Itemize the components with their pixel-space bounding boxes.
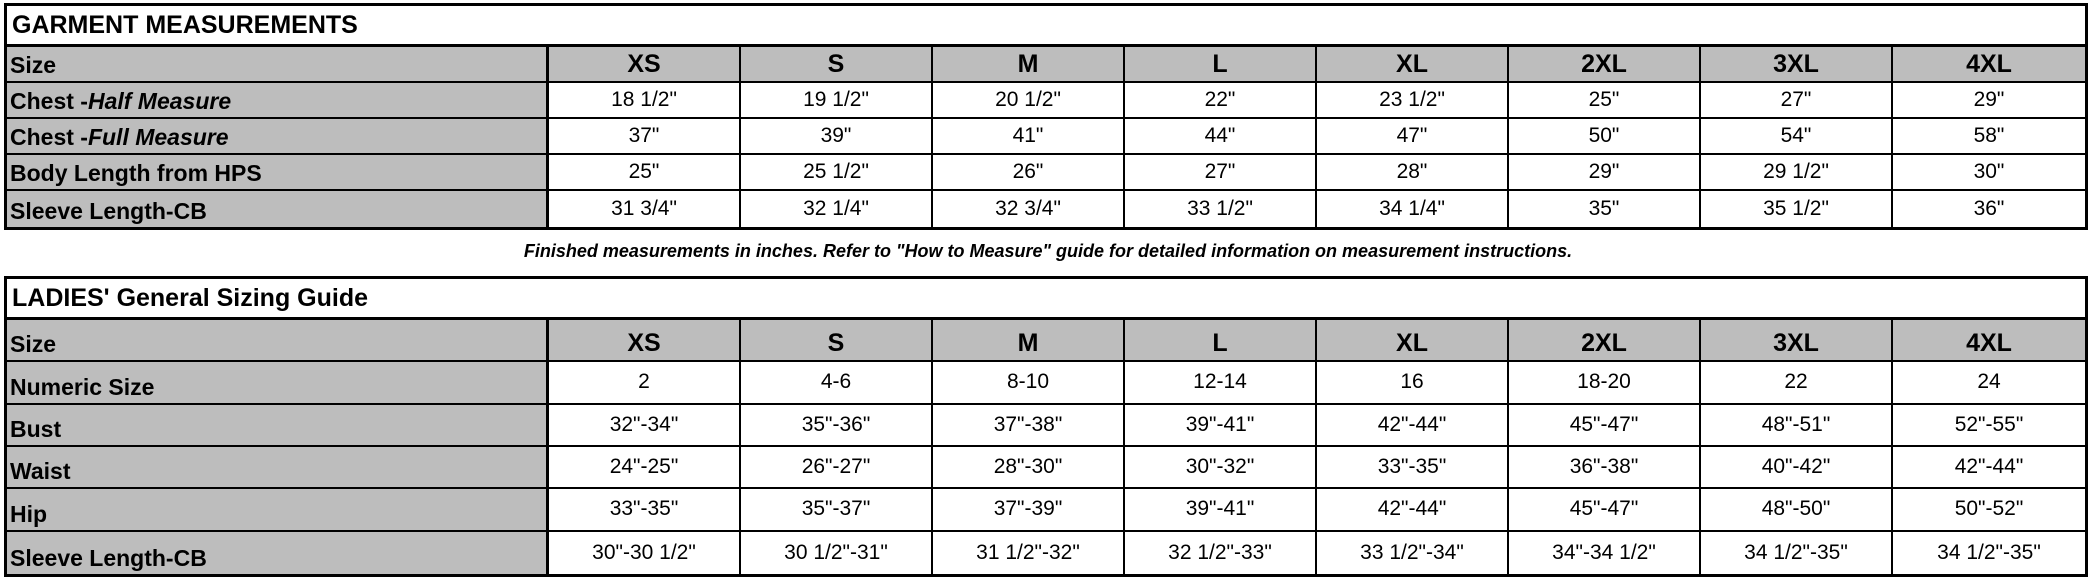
measurement-cell: 45"-47" xyxy=(1509,405,1701,447)
measurement-cell: 25" xyxy=(549,155,741,191)
measurement-cell: 30 1/2"-31" xyxy=(741,532,933,574)
size-header-s: S xyxy=(741,47,933,83)
measurement-cell: 29" xyxy=(1893,83,2085,119)
ladies-sizing-grid xyxy=(7,320,2085,574)
measurement-cell: 32"-34" xyxy=(549,405,741,447)
measurement-cell: 19 1/2" xyxy=(741,83,933,119)
row-label xyxy=(7,447,549,489)
row-label-text: Body Length from HPS xyxy=(10,160,262,186)
measurement-cell: 22" xyxy=(1125,83,1317,119)
measurement-cell: 41" xyxy=(933,119,1125,155)
garment-measurements-grid xyxy=(7,47,2085,227)
measurement-cell: 29" xyxy=(1509,155,1701,191)
measurement-cell: 45"-47" xyxy=(1509,489,1701,531)
measurement-cell: 31 3/4" xyxy=(549,191,741,227)
measurement-cell: 34 1/4" xyxy=(1317,191,1509,227)
row-label-text: Hip xyxy=(10,500,48,527)
measurement-cell: 27" xyxy=(1125,155,1317,191)
size-header-2xl: 2XL xyxy=(1509,47,1701,83)
measurement-cell: 50" xyxy=(1509,119,1701,155)
row-label-emphasis: Full Measure xyxy=(87,124,229,150)
measurement-cell: 33 1/2"-34" xyxy=(1317,532,1509,574)
size-header-xs: XS xyxy=(549,320,741,362)
ladies-sizing-table xyxy=(4,276,2088,577)
row-label xyxy=(7,405,549,447)
size-header-xl: XL xyxy=(1317,320,1509,362)
measurement-cell: 28" xyxy=(1317,155,1509,191)
measurement-cell: 29 1/2" xyxy=(1701,155,1893,191)
row-label-text: Chest - xyxy=(10,88,88,114)
measurement-cell: 25 1/2" xyxy=(741,155,933,191)
row-label-text: Numeric Size xyxy=(10,373,155,400)
measurement-cell: 35" xyxy=(1509,191,1701,227)
measurement-cell: 23 1/2" xyxy=(1317,83,1509,119)
size-header-2xl: 2XL xyxy=(1509,320,1701,362)
measurement-cell: 24 xyxy=(1893,362,2085,404)
row-label-text: Bust xyxy=(10,415,62,442)
measurement-cell: 18 1/2" xyxy=(549,83,741,119)
measurement-cell: 33"-35" xyxy=(549,489,741,531)
measurement-cell: 26"-27" xyxy=(741,447,933,489)
measurement-cell: 12-14 xyxy=(1125,362,1317,404)
measurement-cell: 54" xyxy=(1701,119,1893,155)
measurement-cell: 50"-52" xyxy=(1893,489,2085,531)
size-header-m: M xyxy=(933,47,1125,83)
size-header-3xl: 3XL xyxy=(1701,320,1893,362)
measurement-cell: 36"-38" xyxy=(1509,447,1701,489)
measurement-cell: 33 1/2" xyxy=(1125,191,1317,227)
row-label xyxy=(7,362,549,404)
measurement-cell: 48"-51" xyxy=(1701,405,1893,447)
measurement-cell: 26" xyxy=(933,155,1125,191)
row-label xyxy=(7,191,549,227)
size-header-l: L xyxy=(1125,47,1317,83)
measurement-cell: 58" xyxy=(1893,119,2085,155)
measurement-cell: 33"-35" xyxy=(1317,447,1509,489)
size-header-3xl: 3XL xyxy=(1701,47,1893,83)
measurement-cell: 44" xyxy=(1125,119,1317,155)
size-header-xl: XL xyxy=(1317,47,1509,83)
measurement-cell: 39"-41" xyxy=(1125,489,1317,531)
measurement-cell: 32 3/4" xyxy=(933,191,1125,227)
size-header-l: L xyxy=(1125,320,1317,362)
row-label xyxy=(7,532,549,574)
measurement-cell: 32 1/4" xyxy=(741,191,933,227)
measurement-cell: 39" xyxy=(741,119,933,155)
measurement-cell: 35 1/2" xyxy=(1701,191,1893,227)
measurement-cell: 34 1/2"-35" xyxy=(1701,532,1893,574)
measurement-cell: 22 xyxy=(1701,362,1893,404)
measurement-cell: 32 1/2"-33" xyxy=(1125,532,1317,574)
row-label xyxy=(7,119,549,155)
measurement-cell: 24"-25" xyxy=(549,447,741,489)
garment-measurements-table xyxy=(4,3,2088,230)
row-label xyxy=(7,83,549,119)
measurement-cell: 37"-39" xyxy=(933,489,1125,531)
garment-measurements-title: GARMENT MEASUREMENTS xyxy=(7,6,2085,47)
measurement-cell: 37"-38" xyxy=(933,405,1125,447)
measurement-cell: 25" xyxy=(1509,83,1701,119)
measurement-note: Finished measurements in inches. Refer to "How to Measure" guide for detailed information on measurement instructions. xyxy=(523,241,1573,261)
measurement-cell: 35"-37" xyxy=(741,489,933,531)
measurement-cell: 42"-44" xyxy=(1317,489,1509,531)
size-header-label: Size xyxy=(7,320,549,362)
row-label-text: Waist xyxy=(10,458,71,485)
row-label xyxy=(7,489,549,531)
measurement-cell: 52"-55" xyxy=(1893,405,2085,447)
size-header-4xl: 4XL xyxy=(1893,47,2085,83)
measurement-cell: 30" xyxy=(1893,155,2085,191)
size-header-4xl: 4XL xyxy=(1893,320,2085,362)
measurement-cell: 18-20 xyxy=(1509,362,1701,404)
measurement-cell: 40"-42" xyxy=(1701,447,1893,489)
measurement-cell: 28"-30" xyxy=(933,447,1125,489)
measurement-cell: 42"-44" xyxy=(1317,405,1509,447)
size-header-s: S xyxy=(741,320,933,362)
row-label-text: Sleeve Length-CB xyxy=(10,198,207,224)
measurement-cell: 47" xyxy=(1317,119,1509,155)
measurement-cell: 16 xyxy=(1317,362,1509,404)
measurement-cell: 37" xyxy=(549,119,741,155)
measurement-cell: 2 xyxy=(549,362,741,404)
size-header-xs: XS xyxy=(549,47,741,83)
measurement-cell: 27" xyxy=(1701,83,1893,119)
measurement-cell: 36" xyxy=(1973,197,2005,220)
measurement-cell: 30"-30 1/2" xyxy=(549,532,741,574)
measurement-cell: 48"-50" xyxy=(1701,489,1893,531)
measurement-cell: 34 1/2"-35" xyxy=(1937,540,2041,564)
ladies-sizing-title: LADIES' General Sizing Guide xyxy=(7,279,2085,320)
row-label-text: Chest - xyxy=(10,124,88,150)
row-label-emphasis: Half Measure xyxy=(87,88,232,114)
measurement-cell: 39"-41" xyxy=(1125,405,1317,447)
measurement-cell: 4-6 xyxy=(741,362,933,404)
measurement-cell: 30"-32" xyxy=(1125,447,1317,489)
measurement-cell: 35"-36" xyxy=(741,405,933,447)
measurement-cell: 31 1/2"-32" xyxy=(933,532,1125,574)
row-label-text: Sleeve Length-CB xyxy=(10,544,207,571)
row-label xyxy=(7,155,549,191)
measurement-cell: 42"-44" xyxy=(1893,447,2085,489)
measurement-cell: 34"-34 1/2" xyxy=(1509,532,1701,574)
measurement-cell: 20 1/2" xyxy=(933,83,1125,119)
size-header-m: M xyxy=(933,320,1125,362)
size-header-label: Size xyxy=(7,47,549,83)
measurement-cell: 8-10 xyxy=(933,362,1125,404)
